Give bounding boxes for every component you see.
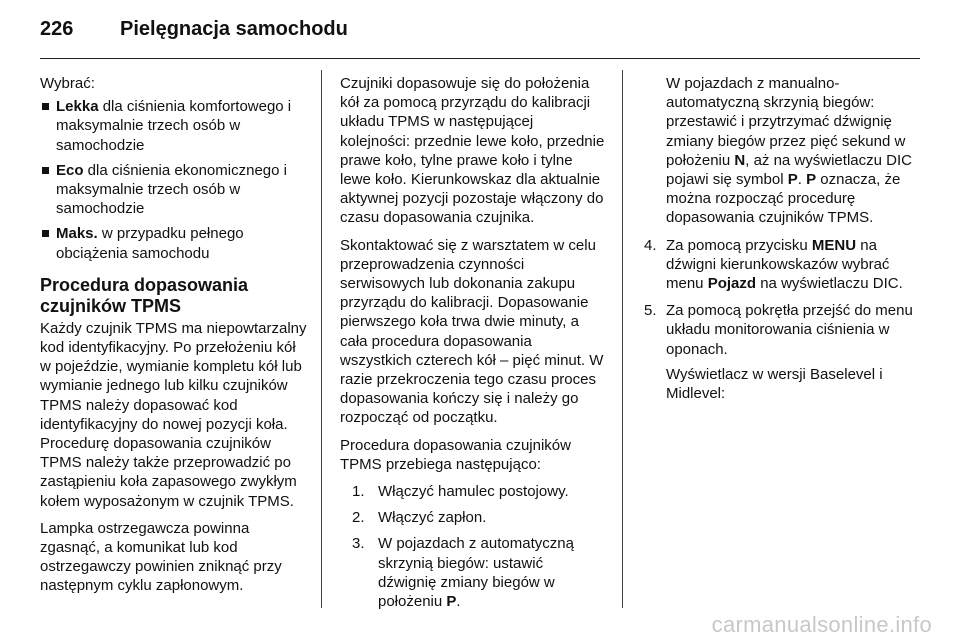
step-item	[352, 534, 605, 611]
step-text: na wyświetlaczu DIC.	[756, 275, 903, 293]
step-key: MENU	[811, 236, 857, 254]
watermark: carmanualsonline.info	[711, 612, 932, 637]
step-text: oznacza, że można rozpocząć procedurę dopasowania czujników TPMS.	[666, 171, 901, 227]
step-key: N	[734, 151, 746, 169]
bullet-icon	[42, 167, 49, 174]
step-text: .	[456, 593, 461, 611]
list-item	[40, 161, 310, 219]
column-divider	[321, 70, 322, 608]
step-item	[644, 301, 920, 359]
bullet-text: dla ciśnienia komfortowego i maksymalnie trzech osób w samochodzie	[56, 98, 292, 154]
section-heading: Procedura dopasowania czujników TPMS	[40, 274, 249, 316]
step-text: , aż na wyświetlaczu DIC pojawi się symbol	[666, 151, 912, 189]
page-number: 226	[40, 18, 74, 40]
step-item	[352, 508, 605, 527]
header-rule	[40, 58, 920, 59]
bullet-term: Eco	[56, 161, 84, 179]
sub-paragraph: Wyświetlacz w wersji Baselevel i Midlevel:	[666, 365, 883, 403]
step-text: Za pomocą pokrętła przejść do menu układu monitorowania ciśnienia w oponach.	[666, 302, 913, 358]
list-item	[40, 97, 310, 155]
step-item	[352, 482, 605, 501]
paragraph: Czujniki dopasowuje się do położenia kół za pomocą przyrządu do kalibracji układu TPMS w następującej kolejności: przednie lewe koło, przednie prawe koło, tylne prawe koło i tylne lewe koło. Kierunkowskaz dla aktualnie aktywnej pozycji pozostaje włączony do czasu dopasowania czujnika.	[340, 75, 605, 227]
bullet-icon	[42, 230, 49, 237]
step-number: 1.	[352, 483, 365, 501]
intro-text: Wybrać:	[40, 75, 95, 92]
paragraph: Każdy czujnik TPMS ma niepowtarzalny kod identyfikacyjny. Po przełożeniu kół w pojeździe, wymianie kompletu kół lub wymianie jednego lub kilku czujników TPMS należy dopasować kod identyfikacyjny do nowej pozycji koła. Procedurę dopasowania czujników TPMS należy także przeprowadzić po zastąpieniu koła zapasowego zwykłym kołem wyposażonym w czujnik TPMS.	[40, 319, 307, 510]
step-text: Za pomocą przycisku	[666, 236, 812, 254]
step-key: P	[787, 171, 798, 189]
step-text: na dźwigni kierunkowskazów wybrać menu	[666, 236, 890, 293]
column-right	[644, 74, 920, 411]
bullet-term: Lekka	[56, 98, 99, 116]
step-text: Włączyć hamulec postojowy.	[378, 483, 569, 501]
step-number: 4.	[644, 236, 657, 254]
paragraph: Lampka ostrzegawcza powinna zgasnąć, a komunikat lub kod ostrzegawczy powinien zniknąć przy następnym cyklu zapłonowym.	[40, 519, 282, 595]
step-key: P	[446, 593, 457, 611]
step-continuation	[644, 74, 920, 228]
step-text: Włączyć zapłon.	[378, 509, 487, 527]
step-key: P	[806, 171, 817, 189]
bullet-text: w przypadku pełnego obciążenia samochodu	[56, 225, 244, 262]
step-number: 2.	[352, 509, 365, 527]
paragraph: Skontaktować się z warsztatem w celu przeprowadzenia czynności serwisowych lub dokonania zakupu przyrządu do kalibracji. Dopasowanie pierwszego koła trwa dwie minuty, a cała procedura dopasowania wszystkich czterech kół – pięć minut. W razie przekroczenia tego czasu proces dopasowania kończy się i należy go rozpocząć od początku.	[340, 236, 604, 427]
step-text: W pojazdach z manualno-automatyczną skrzynią biegów: przestawić i przytrzymać dźwignię zmiany biegów przez pięć sekund w położeniu	[666, 75, 906, 169]
column-left	[40, 74, 310, 604]
page-header	[40, 18, 348, 41]
list-item	[40, 224, 310, 262]
column-divider	[622, 70, 623, 608]
bullet-icon	[42, 103, 49, 110]
page-title: Pielęgnacja samochodu	[120, 18, 348, 40]
step-number: 3.	[352, 535, 365, 553]
step-text: W pojazdach z automatyczną skrzynią biegów: ustawić dźwignię zmiany biegów w położeniu	[378, 535, 574, 611]
step-item	[644, 236, 920, 294]
step-text: .	[797, 171, 807, 189]
bullet-term: Maks.	[56, 225, 98, 243]
paragraph: Procedura dopasowania czujników TPMS przebiega następująco:	[340, 436, 571, 473]
bullet-text: dla ciśnienia ekonomicznego i maksymalnie trzech osób w samochodzie	[56, 161, 287, 218]
step-number: 5.	[644, 302, 657, 320]
column-middle	[340, 74, 605, 618]
step-key: Pojazd	[707, 275, 757, 293]
